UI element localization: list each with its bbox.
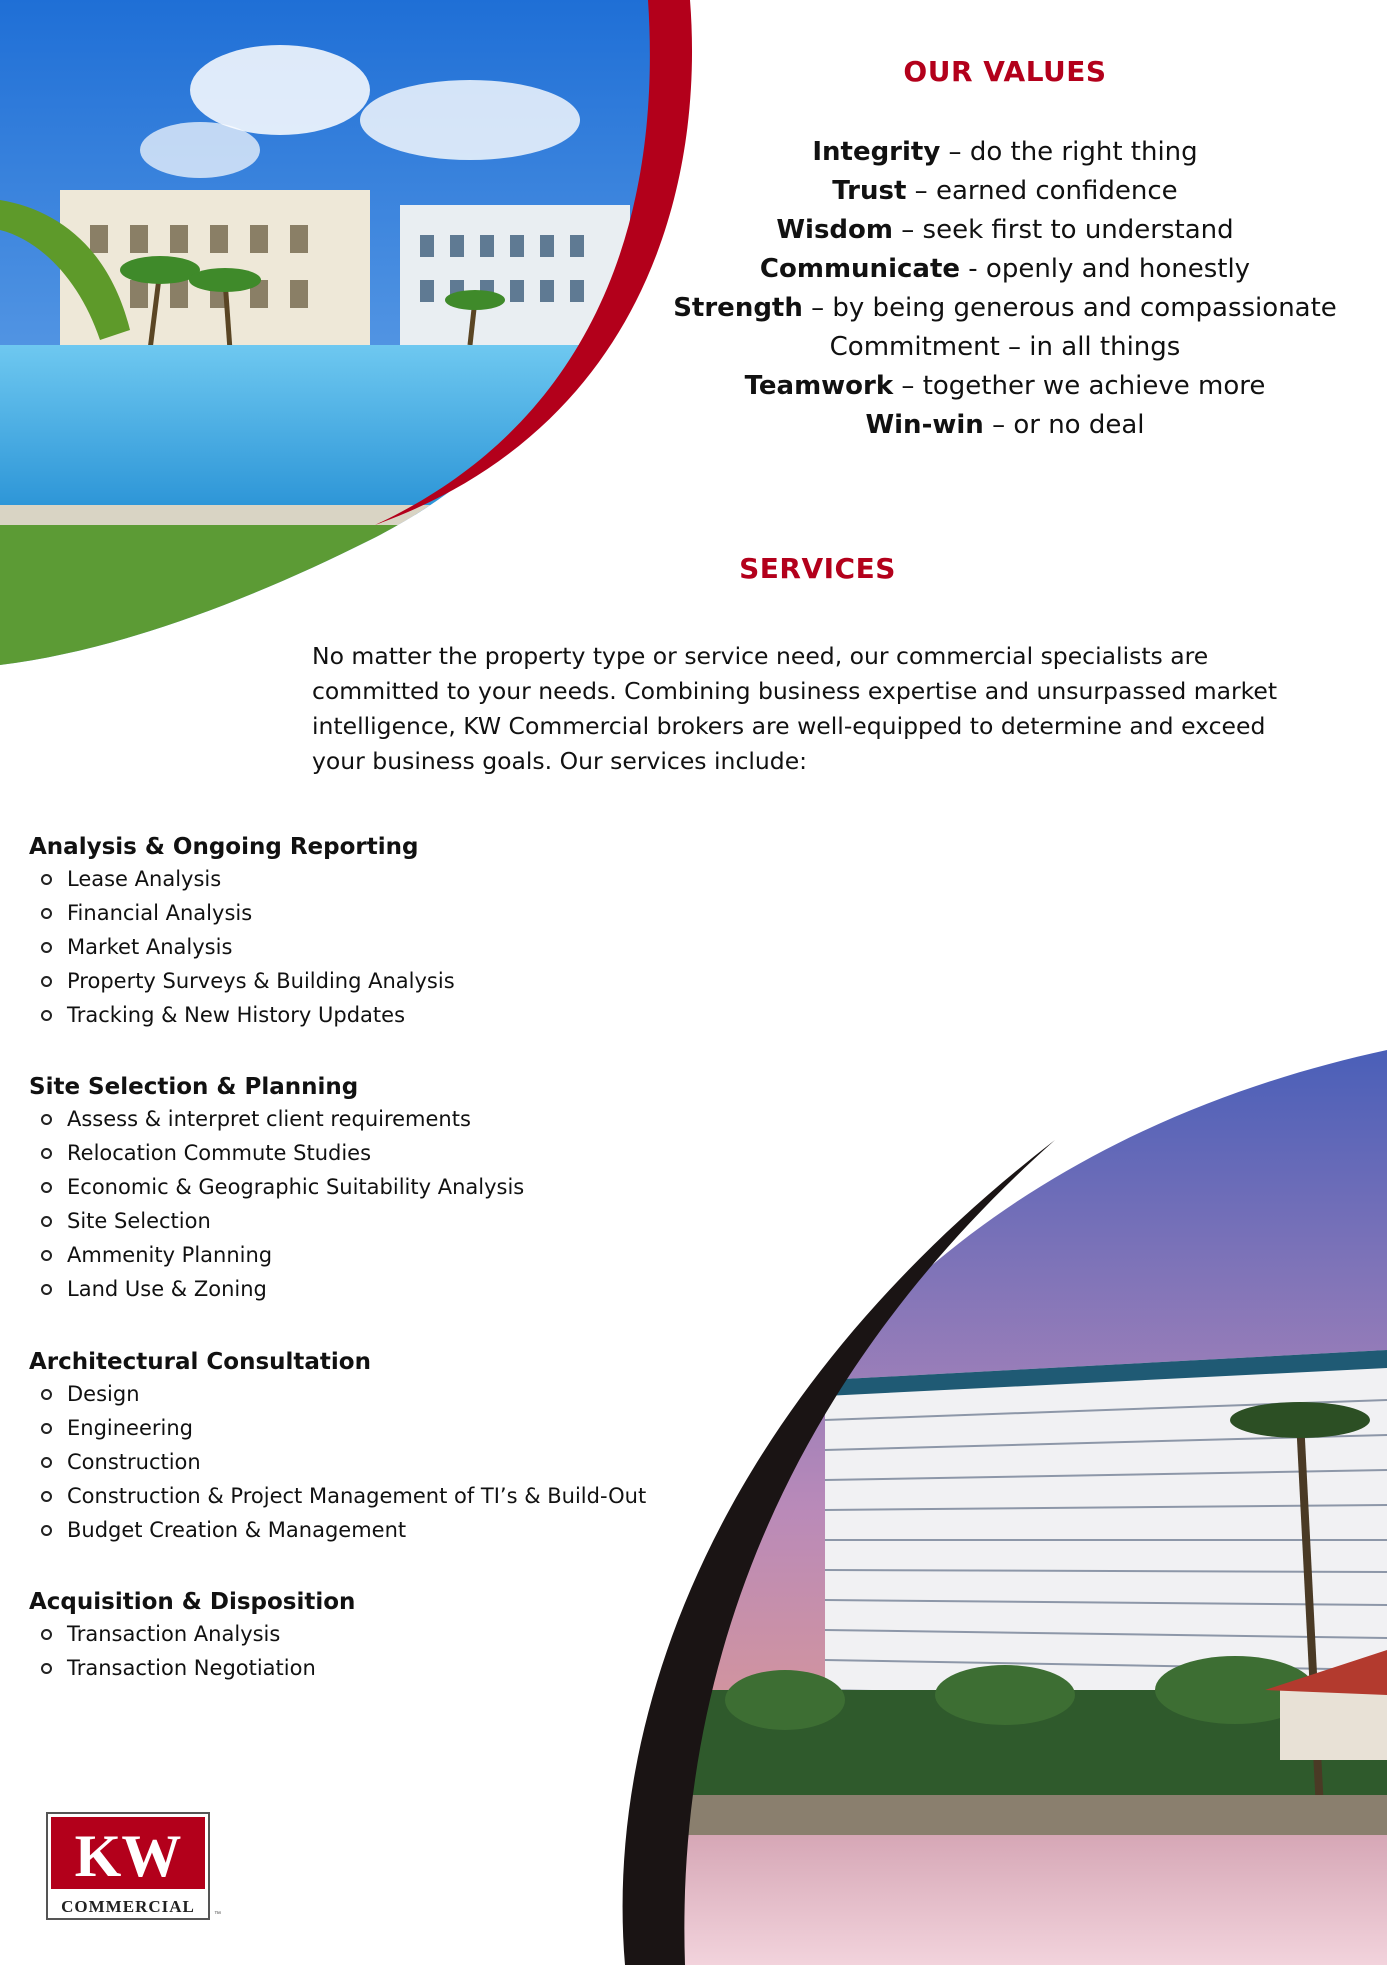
value-item <box>660 406 1350 445</box>
value-term: Wisdom <box>776 215 893 245</box>
service-list <box>29 862 455 1032</box>
logo-mark: KW <box>74 1823 182 1889</box>
logo-subtitle: COMMERCIAL <box>61 1897 195 1916</box>
service-item: Relocation Commute Studies <box>67 1136 524 1170</box>
value-term: Integrity <box>812 137 941 167</box>
service-item: Property Surveys & Building Analysis <box>67 964 455 998</box>
service-group-site-selection <box>29 1074 524 1306</box>
service-list <box>29 1617 355 1685</box>
value-item <box>660 367 1350 406</box>
logo-trademark: ™ <box>214 1911 221 1918</box>
beach-hotel-photo <box>585 1050 1387 1965</box>
service-group-title: Acquisition & Disposition <box>29 1589 356 1615</box>
service-item: Assess & interpret client requirements <box>67 1102 524 1136</box>
value-text: – together we achieve more <box>893 371 1266 401</box>
value-term: Communicate <box>759 254 960 284</box>
value-item <box>660 172 1350 211</box>
service-item: Economic & Geographic Suitability Analysis <box>67 1170 524 1204</box>
service-group-acquisition <box>29 1589 355 1685</box>
value-term: Strength <box>673 293 803 323</box>
value-item <box>660 250 1350 289</box>
value-text: - openly and honestly <box>960 254 1251 284</box>
values-section <box>660 55 1350 445</box>
value-text: – earned confidence <box>906 176 1178 206</box>
service-item: Land Use & Zoning <box>67 1272 524 1306</box>
service-group-title: Site Selection & Planning <box>29 1074 359 1100</box>
value-term: Win-win <box>865 410 984 440</box>
values-list <box>660 133 1350 445</box>
value-term: Teamwork <box>744 371 894 401</box>
service-item: Budget Creation & Management <box>67 1513 646 1547</box>
service-group-title: Analysis & Ongoing Reporting <box>29 834 419 860</box>
value-text: – or no deal <box>983 410 1145 440</box>
value-text: – by being generous and compassionate <box>802 293 1337 323</box>
service-item: Financial Analysis <box>67 896 455 930</box>
service-item: Ammenity Planning <box>67 1238 524 1272</box>
service-item: Construction <box>67 1445 646 1479</box>
service-item: Tracking & New History Updates <box>67 998 455 1032</box>
service-group-analysis <box>29 834 455 1032</box>
value-item <box>660 211 1350 250</box>
service-item: Transaction Analysis <box>67 1617 355 1651</box>
service-item: Engineering <box>67 1411 646 1445</box>
service-item: Market Analysis <box>67 930 455 964</box>
service-item: Lease Analysis <box>67 862 455 896</box>
service-item: Transaction Negotiation <box>67 1651 355 1685</box>
value-term: Trust <box>832 176 907 206</box>
service-group-architectural <box>29 1349 646 1547</box>
service-item: Construction & Project Management of TI’s & Build-Out <box>67 1479 646 1513</box>
kw-commercial-logo <box>46 1812 222 1922</box>
service-item: Design <box>67 1377 646 1411</box>
value-item <box>660 328 1350 367</box>
service-item: Site Selection <box>67 1204 524 1238</box>
service-list <box>29 1377 646 1547</box>
values-heading: OUR VALUES <box>903 55 1107 88</box>
value-text: Commitment – in all things <box>829 332 1181 362</box>
value-text: – seek first to understand <box>893 215 1234 245</box>
services-intro: No matter the property type or service need, our commercial specialists are committed to your needs. Combining business expertise and unsurpassed market intelligence, KW Commercial brokers are well-equipped to determine and exceed your business goals. Our services include: <box>312 642 1278 775</box>
value-item <box>660 289 1350 328</box>
services-heading: SERVICES <box>739 552 896 585</box>
service-list <box>29 1102 524 1306</box>
service-group-title: Architectural Consultation <box>29 1349 371 1375</box>
value-item <box>660 133 1350 172</box>
value-text: – do the right thing <box>940 137 1198 167</box>
